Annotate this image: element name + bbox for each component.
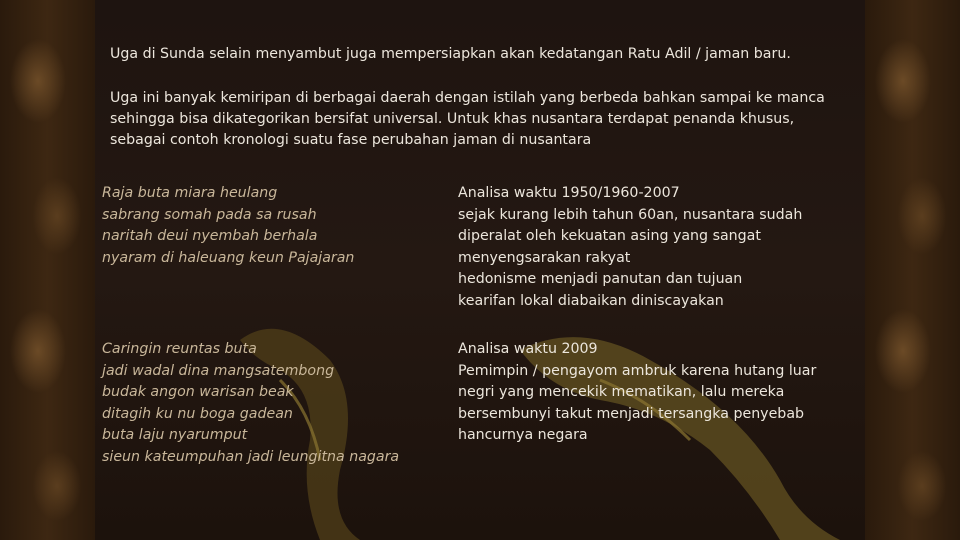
verse-line: sieun kateumpuhan jadi leungitna nagara [102, 448, 400, 465]
verse-line: Caringin reuntas buta [102, 341, 257, 357]
analysis-block-1 [458, 183, 858, 312]
verse-line: ditagih ku nu boga gadean [102, 405, 293, 422]
analysis-line: menyengsarakan rakyat [458, 249, 631, 266]
verse-block-1 [102, 183, 432, 269]
analysis-line: sejak kurang lebih tahun 60an, nusantara sudah [458, 206, 803, 223]
verse-block-2 [102, 339, 432, 468]
paragraph-line: sebagai contoh kronologi suatu fase perubahan jaman di nusantara [110, 132, 592, 148]
paragraph-line: Uga ini banyak kemiripan di berbagai daerah dengan istilah yang berbeda bahkan sampai ke manca [110, 90, 825, 106]
analysis-line: kearifan lokal diabaikan diniscayakan [458, 292, 724, 309]
analysis-line: Analisa waktu 2009 [458, 341, 598, 357]
paragraph-similarity [110, 88, 870, 151]
paragraph-intro [110, 44, 870, 65]
background-ornament-left [0, 0, 95, 540]
verse-line: sabrang somah pada sa rusah [102, 206, 317, 223]
analysis-line: hancurnya negara [458, 427, 588, 443]
verse-line: budak angon warisan beak [102, 384, 294, 400]
analysis-line: diperalat oleh kekuatan asing yang sangat [458, 228, 761, 244]
background-ornament-right [865, 0, 960, 540]
analysis-line: Pemimpin / pengayom ambruk karena hutang luar [458, 362, 817, 379]
verse-line: jadi wadal dina mangsatembong [102, 362, 335, 379]
analysis-block-2 [458, 339, 858, 447]
verse-line: buta laju nyarumput [102, 427, 248, 443]
analysis-line: negri yang mencekik mematikan, lalu mereka [458, 384, 785, 400]
analysis-line: bersembunyi takut menjadi tersangka penyebab [458, 405, 805, 422]
paragraph-intro-text: Uga di Sunda selain menyambut juga mempersiapkan akan kedatangan Ratu Adil / jaman baru. [110, 46, 791, 62]
verse-line: naritah deui nyembah berhala [102, 228, 318, 244]
analysis-line: hedonisme menjadi panutan dan tujuan [458, 271, 743, 287]
verse-line: nyaram di haleuang keun Pajajaran [102, 249, 355, 266]
verse-line: Raja buta miara heulang [102, 185, 278, 201]
paragraph-line: sehingga bisa dikategorikan bersifat universal. Untuk khas nusantara terdapat penanda khusus, [110, 111, 795, 127]
analysis-line: Analisa waktu 1950/1960-2007 [458, 185, 680, 201]
